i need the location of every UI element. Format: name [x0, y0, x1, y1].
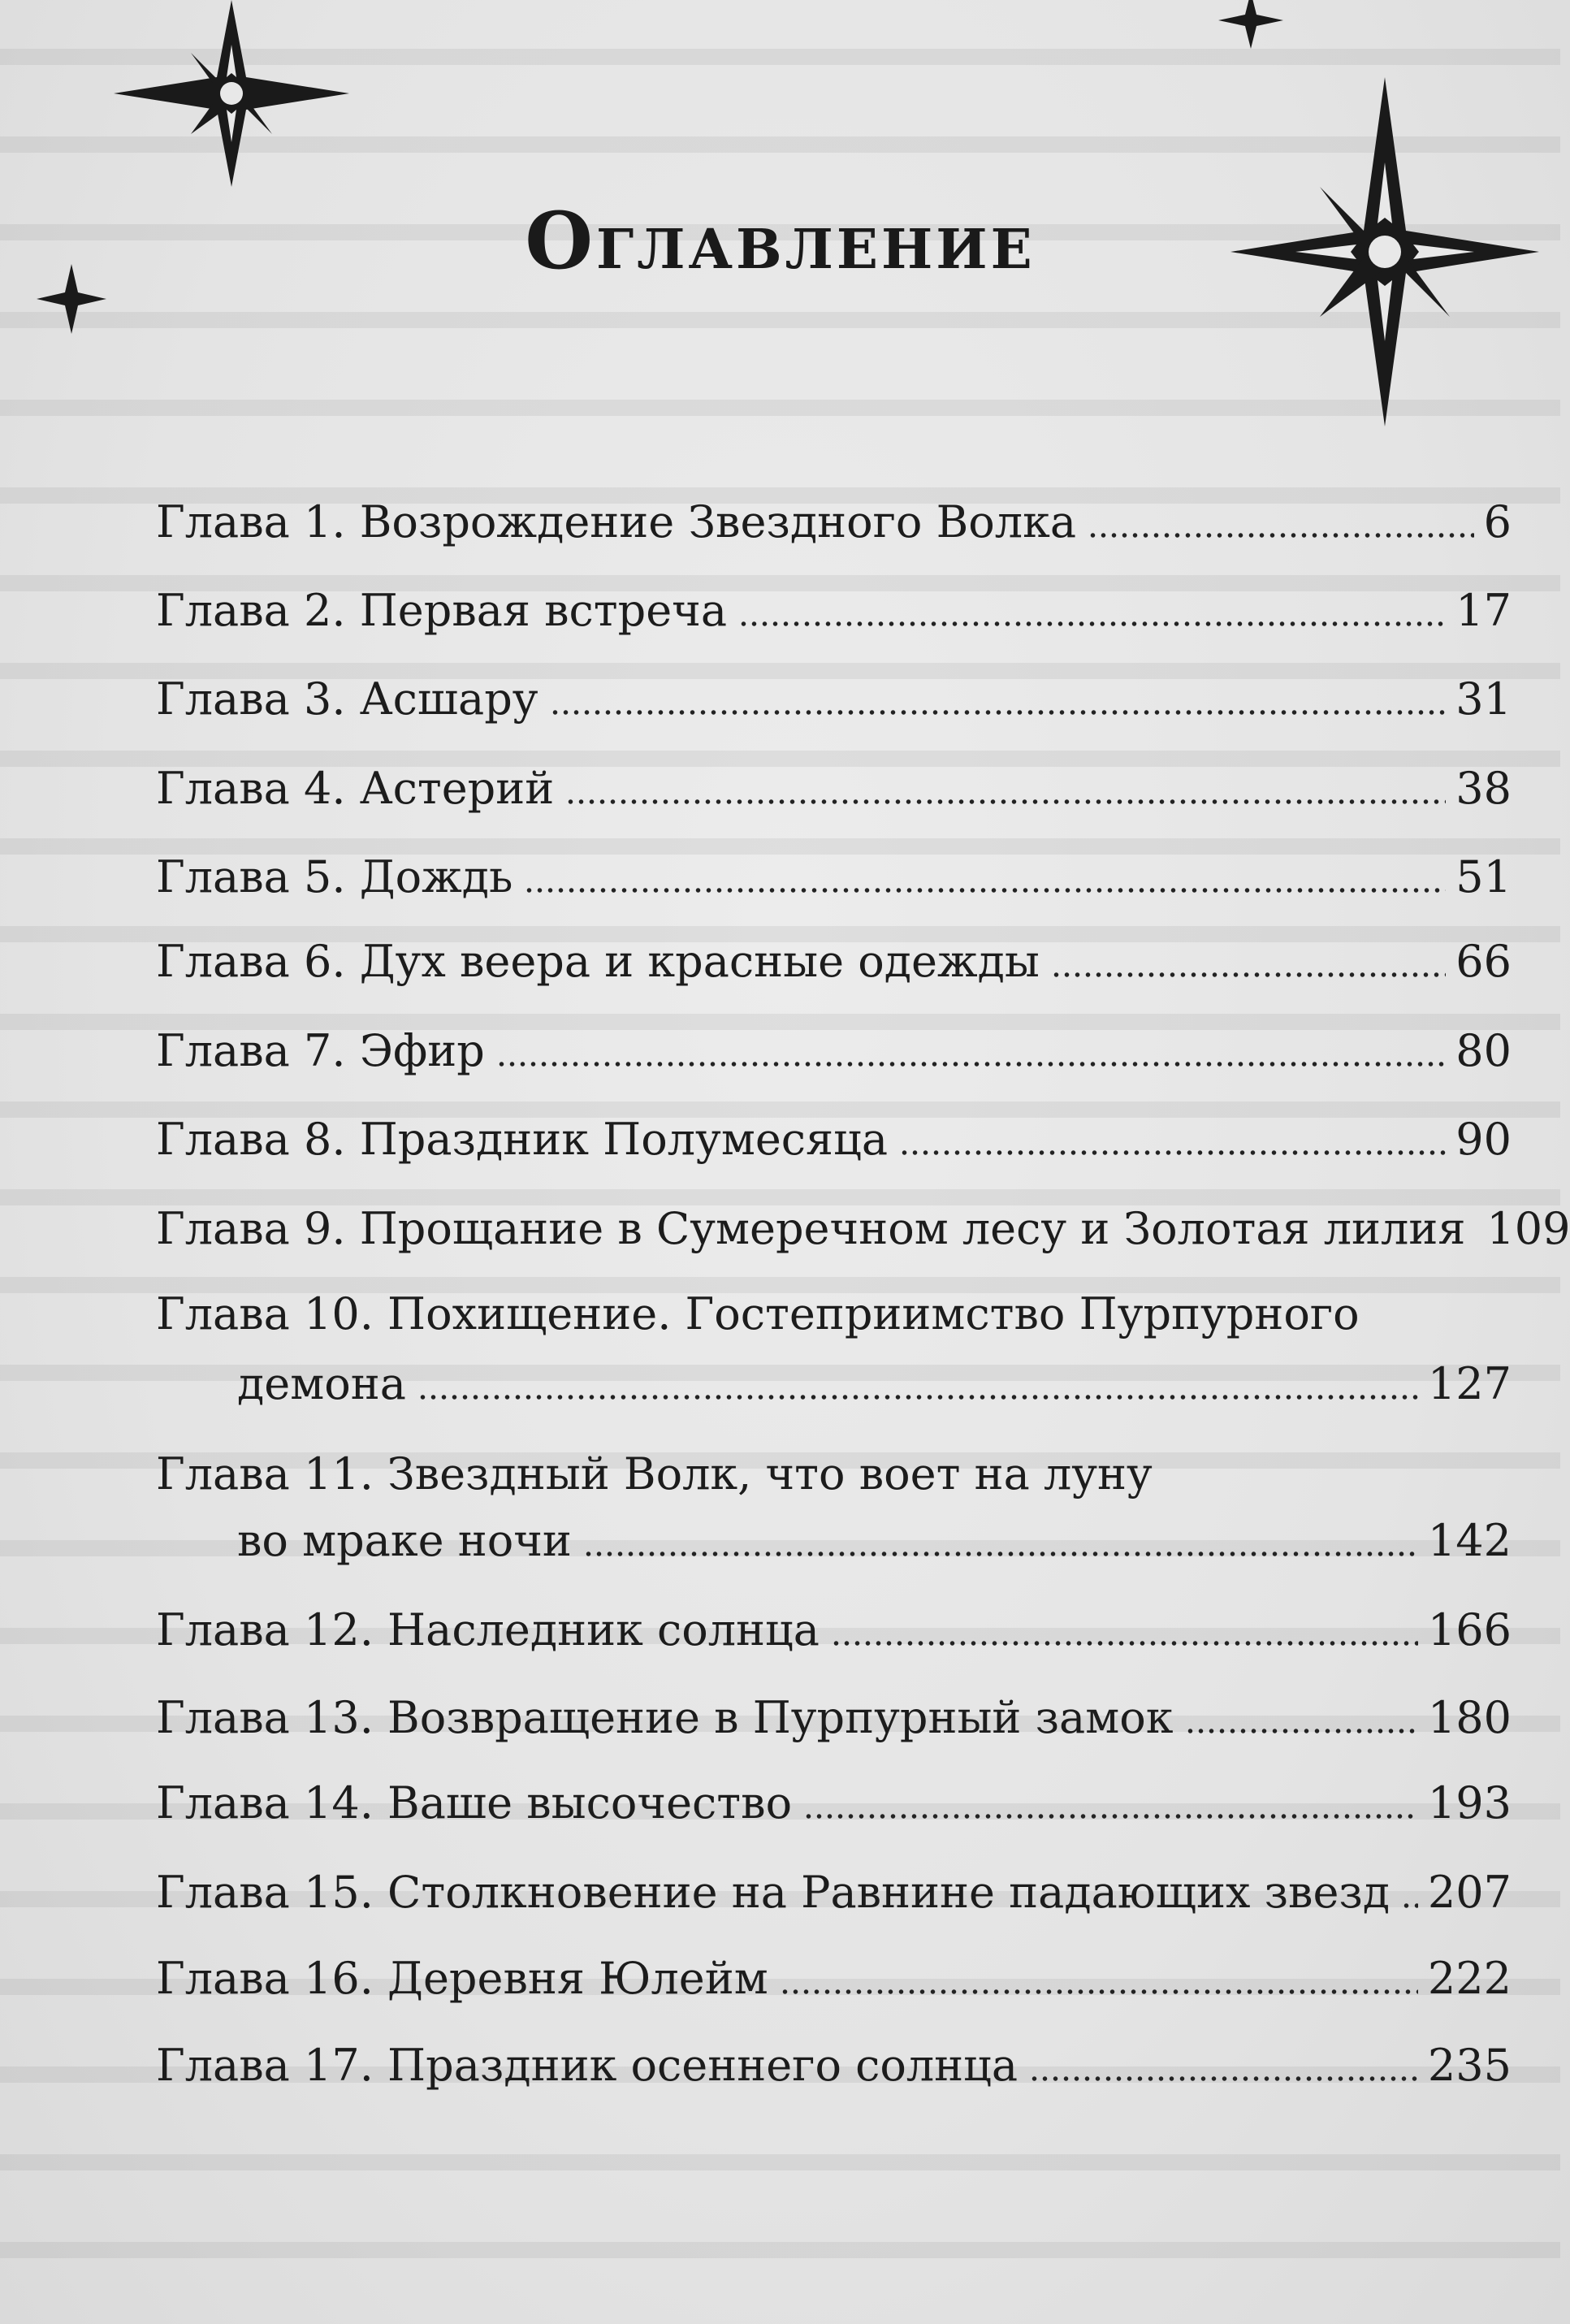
toc-entry-label: Глава 3. Асшару [156, 673, 538, 725]
page-title: Оглавление [525, 195, 1036, 287]
dot-leader [496, 1061, 1446, 1067]
toc-page-number: 17 [1455, 585, 1512, 636]
toc-entry[interactable] [156, 1107, 1512, 1172]
toc-entry-label: Глава 9. Прощание в Сумеречном лесу и Золотая лилия [156, 1203, 1466, 1254]
dot-leader [780, 1989, 1418, 1995]
toc-entry-continuation: демона [237, 1358, 406, 1409]
dot-leader [583, 1551, 1418, 1557]
toc-entry[interactable] [156, 1019, 1512, 1084]
toc-page-number: 6 [1483, 496, 1512, 547]
dot-leader [899, 1149, 1446, 1156]
toc-entry-label: Глава 5. Дождь [156, 851, 513, 902]
toc-entry[interactable] [156, 929, 1512, 994]
dot-leader [831, 1640, 1418, 1647]
toc-entry-label: Глава 13. Возвращение в Пурпурный замок [156, 1692, 1174, 1743]
dot-leader [1401, 1902, 1418, 1909]
toc-entry-label: Глава 16. Деревня Юлейм [156, 1953, 768, 2004]
dot-leader [550, 709, 1447, 716]
toc-page-number: 31 [1455, 673, 1512, 725]
toc-entry-label: Глава 1. Возрождение Звездного Волка [156, 496, 1077, 547]
toc-entry-label: Глава 14. Ваше высочество [156, 1777, 793, 1828]
toc-entry[interactable] [237, 1352, 1512, 1417]
dot-leader [1029, 2075, 1418, 2082]
toc-page-number: 51 [1455, 851, 1512, 902]
toc-page-number: 142 [1427, 1515, 1512, 1566]
dot-leader [417, 1394, 1418, 1400]
toc-entry[interactable] [156, 1686, 1512, 1751]
toc-entry[interactable] [156, 845, 1512, 910]
toc-page-number: 193 [1427, 1777, 1512, 1828]
toc-entry-label: Глава 12. Наследник солнца [156, 1604, 820, 1655]
toc-entry[interactable] [156, 490, 1512, 555]
toc-entry[interactable] [156, 1946, 1512, 2011]
toc-page-number: 109 [1486, 1203, 1570, 1254]
toc-entry[interactable] [156, 1860, 1512, 1925]
toc-entry-label: Глава 11. Звездный Волк, что воет на луну [156, 1448, 1153, 1500]
dot-leader [738, 621, 1446, 627]
toc-entry-label: Глава 15. Столкновение на Равнине падающих звезд [156, 1867, 1391, 1918]
toc-entry-label: Глава 10. Похищение. Гостеприимство Пурпурного [156, 1288, 1360, 1339]
toc-page-number: 38 [1455, 763, 1512, 814]
small-star-icon [1218, 0, 1283, 49]
dot-leader [1051, 972, 1446, 978]
toc-page-number: 80 [1455, 1025, 1512, 1076]
toc-entry[interactable] [156, 667, 1512, 732]
dot-leader [1088, 532, 1474, 539]
toc-entry[interactable] [156, 578, 1512, 643]
toc-entry-label: Глава 6. Дух веера и красные одежды [156, 936, 1040, 987]
toc-page-number: 222 [1427, 1953, 1512, 2004]
toc-entry[interactable] [156, 2033, 1512, 2098]
toc-entry[interactable] [237, 1508, 1512, 1573]
toc-page-number: 180 [1427, 1692, 1512, 1743]
toc-entry-label: Глава 17. Праздник осеннего солнца [156, 2040, 1019, 2091]
toc-page-number: 90 [1455, 1114, 1512, 1165]
toc-entry-label: Глава 7. Эфир [156, 1025, 485, 1076]
toc-page-number: 127 [1427, 1358, 1512, 1409]
toc-entry-label: Глава 8. Праздник Полумесяца [156, 1114, 889, 1165]
dot-leader [803, 1813, 1418, 1820]
toc-entry[interactable] [156, 1598, 1512, 1663]
toc-page-number: 207 [1427, 1867, 1512, 1918]
dot-leader [565, 798, 1446, 805]
toc-entry[interactable] [156, 1197, 1570, 1262]
toc-entry-continuation: во мраке ночи [237, 1515, 572, 1566]
toc-entry[interactable] [156, 1771, 1512, 1836]
dot-leader [524, 887, 1446, 894]
toc-page-number: 66 [1455, 936, 1512, 987]
dot-leader [1185, 1728, 1418, 1734]
toc-entry-label: Глава 2. Первая встреча [156, 585, 728, 636]
toc-entry[interactable] [156, 756, 1512, 821]
toc-entry-label: Глава 4. Астерий [156, 763, 555, 814]
toc-page-number: 235 [1427, 2040, 1512, 2091]
toc-page-number: 166 [1427, 1604, 1512, 1655]
ornament-star-icon [114, 0, 349, 187]
